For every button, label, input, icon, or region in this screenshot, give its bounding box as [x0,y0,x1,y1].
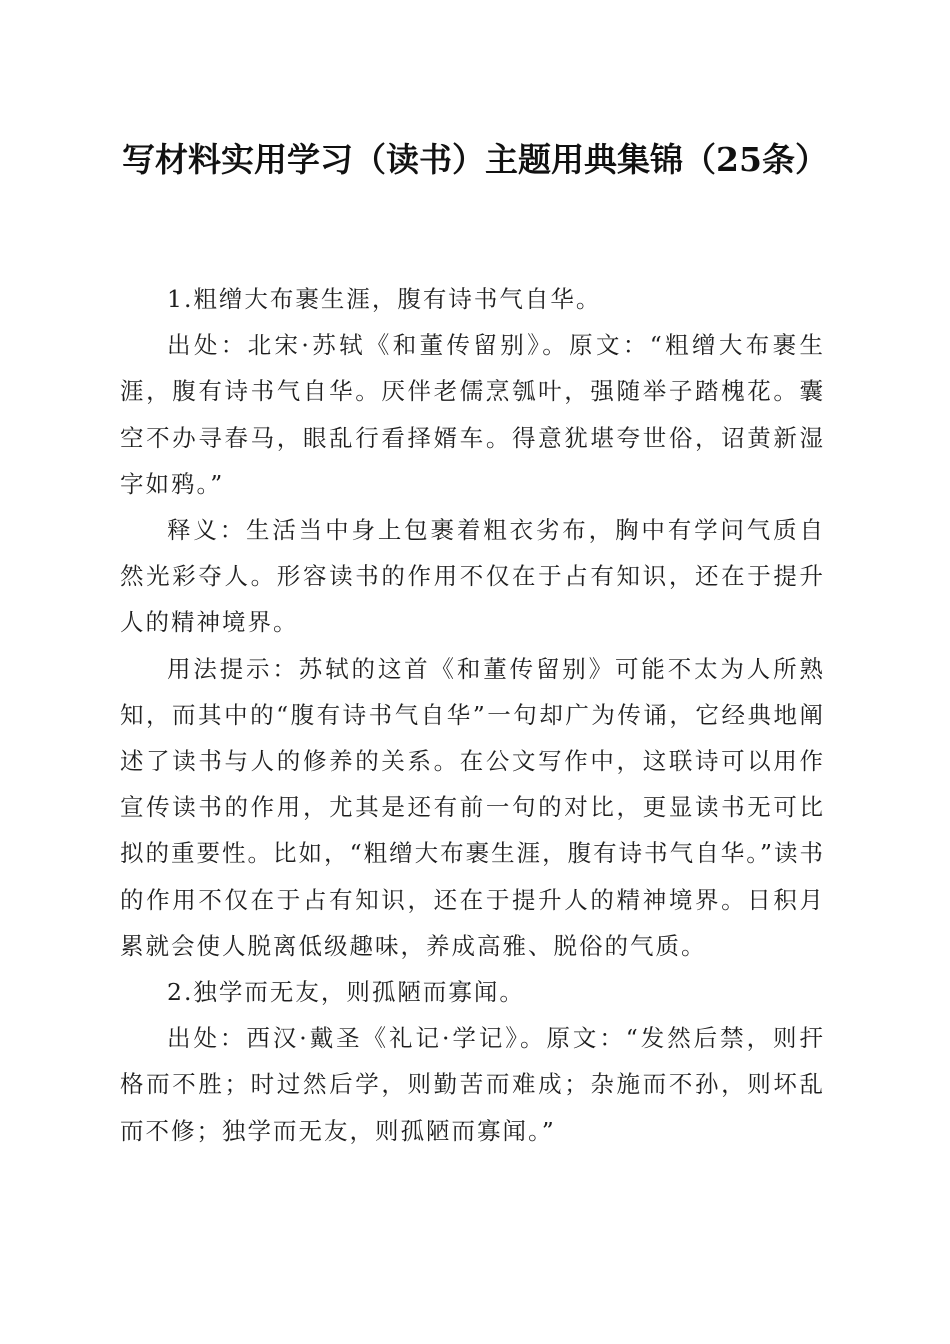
paragraph-item-2-source: 出处：西汉·戴圣《礼记·学记》。原文：“发然后禁，则扞格而不胜；时过然后学，则勤苦而难成；杂施而不孙，则坏乱而不修；独学而无友，则孤陋而寡闻。” [120,1024,825,1145]
document-body [120,276,825,1154]
paragraph-item-1-usage: 用法提示：苏轼的这首《和董传留别》可能不太为人所熟知，而其中的“腹有诗书气自华”一句却广为传诵，它经典地阐述了读书与人的修养的关系。在公文写作中，这联诗可以用作宣传读书的作用，尤其是还有前一句的对比，更显读书无可比拟的重要性。比如，“粗缯大布裹生涯，腹有诗书气自华。”读书的作用不仅在于占有知识，还在于提升人的精神境界。日积月累就会使人脱离低级趣味，养成高雅、脱俗的气质。 [120,654,825,960]
document-title: 写材料实用学习（读书）主题用典集锦（25条） [122,140,828,179]
paragraph-item-2-heading: 2.独学而无友，则孤陋而寡闻。 [167,978,525,1007]
paragraph-item-1-heading: 1.粗缯大布裹生涯，腹有诗书气自华。 [167,285,602,313]
paragraph-item-1-source: 出处：北宋·苏轼《和董传留别》。原文：“粗缯大布裹生涯，腹有诗书气自华。厌伴老儒烹瓠叶，强随举子踏槐花。囊空不办寻春马，眼乱行看择婿车。得意犹堪夸世俗，诏黄新湿字如鸦。” [120,331,825,498]
paragraph-item-1-meaning: 释义：生活当中身上包裹着粗衣劣布，胸中有学问气质自然光彩夺人。形容读书的作用不仅在于占有知识，还在于提升人的精神境界。 [120,516,825,637]
